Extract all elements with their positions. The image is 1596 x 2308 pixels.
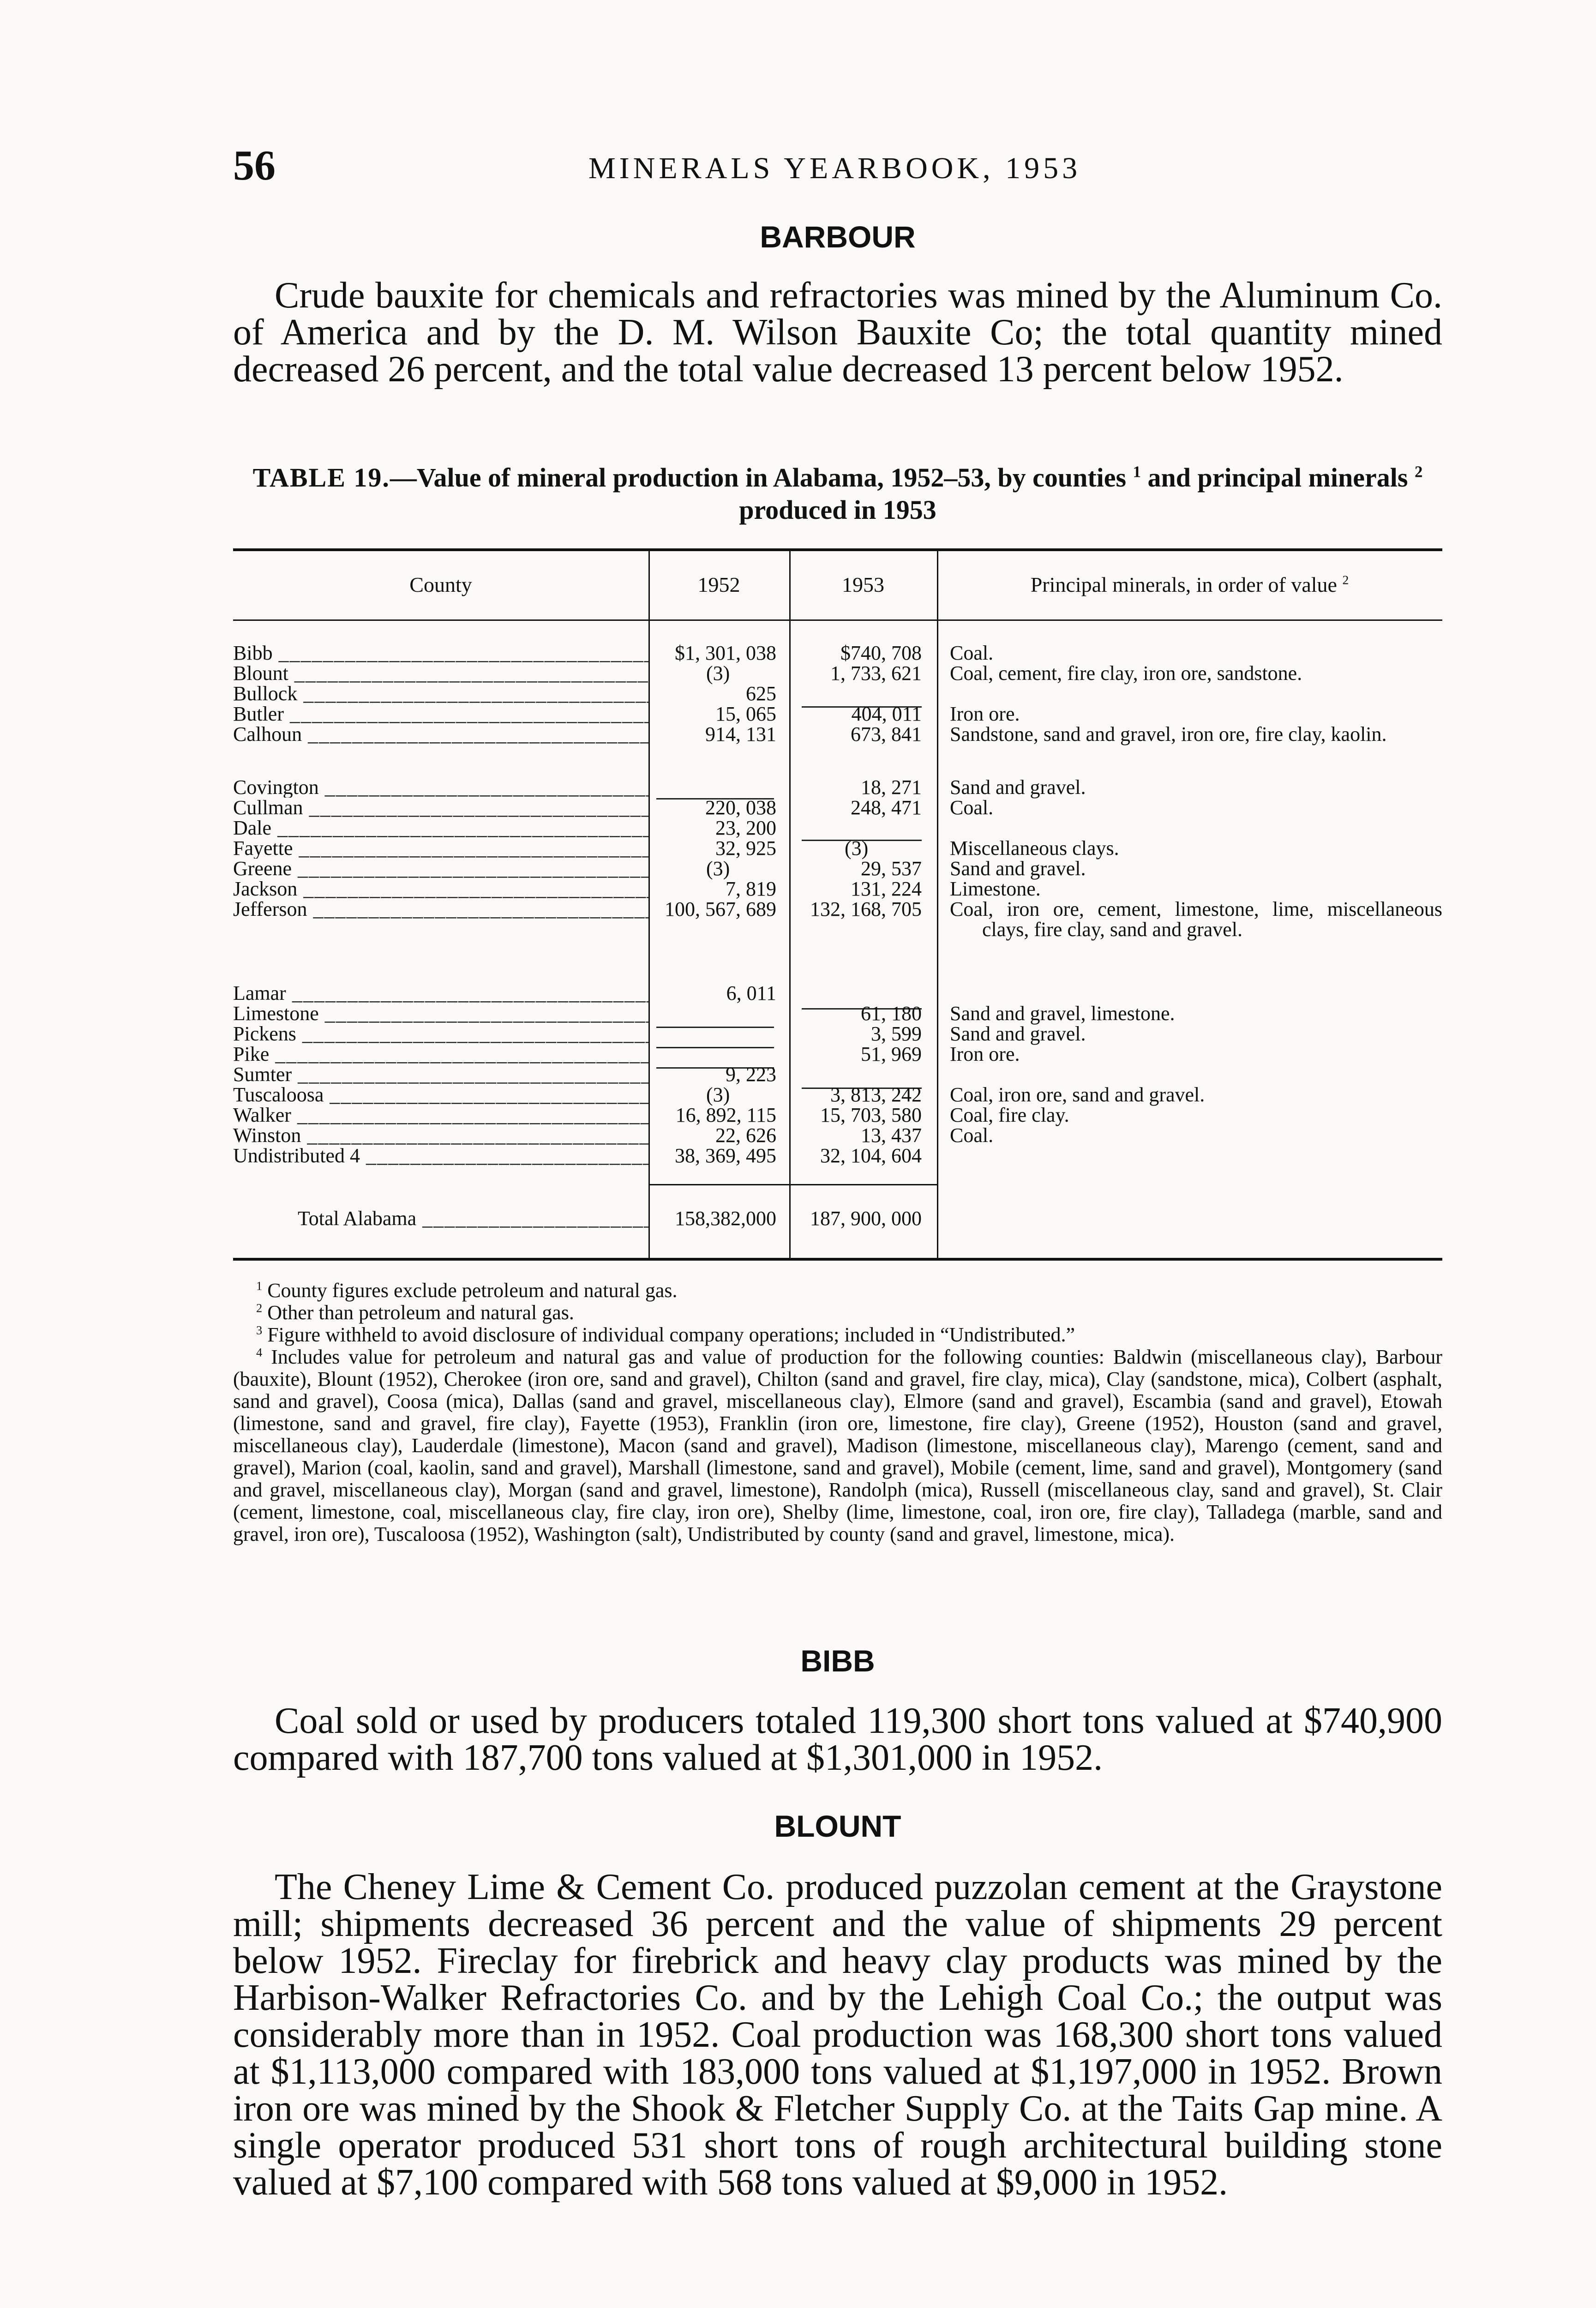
table-row-greene-minerals: Sand and gravel. (950, 857, 1086, 880)
table-row-limestone-1953: 61, 180 (861, 1002, 922, 1025)
paragraph-bibb: Coal sold or used by producers totaled 119,300 short tons valued at $740,900 compared with 187,700 tons valued at $1,301,000 in 1952. (233, 1701, 1442, 1778)
table-row-walker-minerals: Coal, fire clay. (950, 1104, 1069, 1126)
column-header-minerals-sup: 2 (1342, 572, 1349, 587)
table-row-calhoun-minerals-text: Sandstone, sand and gravel, iron ore, fire clay, kaolin. (950, 723, 1387, 745)
table-header-rule (233, 619, 1442, 621)
table-row-pickens-county: Pickens _____ (233, 1024, 648, 1044)
table-row-jefferson-minerals-text: Coal, iron ore, cement, limestone, lime, miscellaneous clays, fire clay, sand and gravel. (950, 898, 1442, 941)
page-number: 56 (233, 142, 276, 189)
table-caption-sup-1: 1 (1133, 463, 1141, 481)
paragraph-barbour: Crude bauxite for chemicals and refractories was mined by the Aluminum Co. of America and by the D. M. Wilson Bauxite Co; the total quantity mined decreased 26 percent, and the total value decreased 13 percent below 1952. (233, 275, 1442, 390)
table-row-pickens-1953: 3, 599 (871, 1022, 922, 1045)
table-row-lamar-1952: 6, 011 (726, 982, 776, 1004)
table-caption (233, 462, 1442, 526)
table-row-pike-county: Pike _____ (233, 1044, 648, 1064)
column-header-1953: 1953 (842, 573, 884, 596)
table-row-jackson-1953: 131, 224 (851, 878, 922, 900)
footnote-1-mark: 1 (256, 1279, 263, 1293)
table-row-pike-1953: 51, 969 (861, 1043, 922, 1065)
table-row-greene-county: Greene _____ (233, 859, 648, 879)
footnote-2-mark: 2 (256, 1301, 263, 1315)
table-row-tuscaloosa-1952: (3) (706, 1083, 730, 1106)
table-row-jefferson-county: Jefferson _____ (233, 899, 648, 920)
table-row-calhoun-minerals (950, 724, 1442, 745)
heading-barbour: BARBOUR (760, 220, 916, 254)
paragraph-blount: The Cheney Lime & Cement Co. produced puzzolan cement at the Graystone mill; shipments decreased 36 percent and the value of shipments 29 percent below 1952. Fireclay for firebrick and heavy clay products was mined by the Harbison-Walker Refractories Co. and by the Lehigh Coal Co.; the output was considerably more than in 1952. Coal production was 168,300 short tons valued at $1,113,000 compared with 183,000 tons valued at $1,197,000 in 1952. Brown iron ore was mined by the Shook & Fletcher Supply Co. at the Taits Gap mine. A single operator produced 531 short tons of rough architectural building stone valued at $7,100 compared with 568 tons valued at $9,000 in 1952. (233, 1867, 1442, 2203)
table-row-fayette-1953: (3) (845, 837, 869, 859)
table-row-bibb-minerals: Coal. (950, 642, 994, 664)
table-row-winston-1952: 22, 626 (715, 1124, 776, 1147)
table-row-jefferson-1953: 132, 168, 705 (810, 898, 922, 920)
table-row-covington-1953: 18, 271 (861, 776, 922, 799)
column-header-minerals (937, 572, 1442, 597)
table-row-blount-minerals: Coal, cement, fire clay, iron ore, sandstone. (950, 662, 1302, 685)
table-row-cullman-minerals: Coal. (950, 796, 994, 819)
table-row-walker-1953: 15, 703, 580 (820, 1104, 922, 1126)
table-row-pike-minerals: Iron ore. (950, 1043, 1020, 1065)
table-row-jefferson-1952: 100, 567, 689 (665, 898, 776, 920)
table-row-cullman-1952: 220, 038 (705, 796, 776, 819)
table-row-tuscaloosa-minerals: Coal, iron ore, sand and gravel. (950, 1083, 1205, 1106)
table-row-bibb-1953: $740, 708 (840, 642, 922, 664)
column-header-minerals-text: Principal minerals, in order of value (1030, 573, 1337, 596)
table-row-winston-minerals: Coal. (950, 1124, 994, 1147)
table-row-limestone-minerals: Sand and gravel, limestone. (950, 1002, 1175, 1025)
column-divider-3 (937, 550, 938, 1258)
table-row-covington-county: Covington _____ (233, 777, 648, 798)
table-caption-mid: and principal minerals (1141, 463, 1408, 493)
table-row-undistributed-county: Undistributed 4 _____ (233, 1146, 648, 1166)
table-row-dale-1952: 23, 200 (715, 817, 776, 839)
column-header-1952: 1952 (697, 573, 740, 596)
table-row-bullock-county: Bullock _____ (233, 684, 648, 704)
footnote-3 (233, 1324, 1442, 1346)
table-row-greene-1952: (3) (706, 857, 730, 880)
table-row-covington-minerals: Sand and gravel. (950, 776, 1086, 799)
table-row-undistributed-1952: 38, 369, 495 (675, 1144, 776, 1167)
table-caption-end: produced in 1953 (739, 495, 936, 525)
table-row-butler-1952: 15, 065 (715, 703, 776, 725)
table-row-fayette-county: Fayette _____ (233, 838, 648, 859)
table-caption-text: —Value of mineral production in Alabama, 1952–53, by counties (390, 463, 1127, 493)
table-caption-lead: TABLE 19. (252, 463, 390, 493)
footnote-4-text: Includes value for petroleum and natural gas and value of production for the following counties: Baldwin (miscellaneous clay), Barbour (bauxite), Blount (1952), Cherokee (iron ore, sand and gravel), Chilton (sand and gravel, fire clay, mica), Clay (sandstone, mica), Colbert (asphalt, sand and gravel), Coosa (mica), Dallas (sand and gravel, miscellaneous clay), Elmore (sand and gravel), Escambia (sand and gravel), Etowah (limestone, sand and gravel, fire clay), Fayette (1953), Franklin (iron ore, limestone, fire clay), Greene (1952), Houston (sand and gravel, miscellaneous clay), Lauderdale (limestone), Macon (sand and gravel), Madison (limestone, miscellaneous clay), Marengo (cement, sand and gravel), Marion (coal, kaolin, sand and gravel), Marshall (limestone, sand and gravel), Mobile (cement, lime, sand and gravel), Montgomery (sand and gravel, miscellaneous clay), Morgan (sand and gravel, limestone), Randolph (mica), Russell (miscellaneous clay, sand and gravel), St. Clair (cement, limestone, coal, miscellaneous clay, fire clay, iron ore), Shelby (lime, limestone, coal, iron ore, fire clay), Talladega (marble, sand and gravel, iron ore), Tuscaloosa (1952), Washington (salt), Undistributed by county (sand and gravel, limestone, mica). (233, 1346, 1442, 1545)
table-bottom-rule (233, 1258, 1442, 1261)
table-row-total-1952: 158,382,000 (675, 1207, 776, 1230)
table-row-sumter-county: Sumter _____ (233, 1064, 648, 1085)
table-row-pickens-minerals: Sand and gravel. (950, 1022, 1086, 1045)
table-row-fayette-minerals: Miscellaneous clays. (950, 837, 1119, 859)
table-row-tuscaloosa-county: Tuscaloosa _____ (233, 1085, 648, 1105)
running-title: MINERALS YEARBOOK, 1953 (588, 151, 1081, 185)
footnote-2 (233, 1302, 1442, 1324)
column-header-county: County (409, 573, 472, 596)
heading-blount: BLOUNT (774, 1809, 901, 1843)
table-row-limestone-1952-dash (651, 1016, 776, 1036)
table-row-blount-1952: (3) (706, 662, 730, 685)
table-row-sumter-1952: 9, 223 (726, 1063, 776, 1086)
table-row-bibb-county: Bibb _____ (233, 643, 648, 663)
table-row-butler-county: Butler _____ (233, 704, 648, 724)
table-row-butler-1953: 404, 011 (851, 703, 922, 725)
table-row-undistributed-1953: 32, 104, 604 (820, 1144, 922, 1167)
table-row-dale-county: Dale _____ (233, 818, 648, 838)
table-row-total-label: Total Alabama _____ (298, 1208, 648, 1229)
footnote-3-mark: 3 (256, 1323, 263, 1337)
column-divider-1 (648, 550, 650, 1258)
footnote-1-text: County figures exclude petroleum and natural gas. (267, 1279, 678, 1302)
table-row-blount-1953: 1, 733, 621 (830, 662, 922, 685)
table-row-butler-minerals: Iron ore. (950, 703, 1020, 725)
table-row-limestone-county: Limestone _____ (233, 1004, 648, 1024)
table-row-cullman-county: Cullman _____ (233, 798, 648, 818)
table-row-calhoun-1953: 673, 841 (851, 723, 922, 745)
total-separator (648, 1184, 937, 1185)
table-row-jackson-county: Jackson _____ (233, 879, 648, 899)
table-row-winston-1953: 13, 437 (861, 1124, 922, 1147)
table-row-blount-county: Blount _____ (233, 663, 648, 684)
table-row-jackson-minerals: Limestone. (950, 878, 1041, 900)
footnote-4 (233, 1346, 1442, 1545)
table-row-jackson-1952: 7, 819 (726, 878, 776, 900)
footnote-4-mark: 4 (256, 1345, 263, 1359)
table-caption-sup-2: 2 (1414, 463, 1423, 481)
table-row-cullman-1953: 248, 471 (851, 796, 922, 819)
table-row-lamar-county: Lamar _____ (233, 983, 648, 1004)
table-row-bullock-1952: 625 (746, 682, 776, 705)
table-row-walker-1952: 16, 892, 115 (675, 1104, 776, 1126)
table-row-calhoun-1952: 914, 131 (705, 723, 776, 745)
table-row-jefferson-minerals (950, 899, 1442, 940)
table-row-winston-county: Winston _____ (233, 1125, 648, 1146)
footnote-3-text: Figure withheld to avoid disclosure of individual company operations; included in “Undistributed.” (267, 1323, 1075, 1346)
column-divider-2 (789, 550, 791, 1258)
running-head (233, 141, 1442, 192)
heading-bibb: BIBB (800, 1644, 875, 1678)
table-row-pickens-1952-dash (651, 1036, 776, 1056)
table-top-rule (233, 548, 1442, 551)
table-row-walker-county: Walker _____ (233, 1105, 648, 1125)
table-row-tuscaloosa-1953: 3, 813, 242 (830, 1083, 922, 1106)
footnote-2-text: Other than petroleum and natural gas. (267, 1301, 574, 1324)
table-row-greene-1953: 29, 537 (861, 857, 922, 880)
table-row-calhoun-county: Calhoun _____ (233, 724, 648, 745)
table-row-fayette-1952: 32, 925 (715, 837, 776, 859)
table-row-total-1953: 187, 900, 000 (810, 1207, 922, 1230)
footnote-1 (233, 1280, 1442, 1302)
table-row-bibb-1952: $1, 301, 038 (675, 642, 776, 664)
